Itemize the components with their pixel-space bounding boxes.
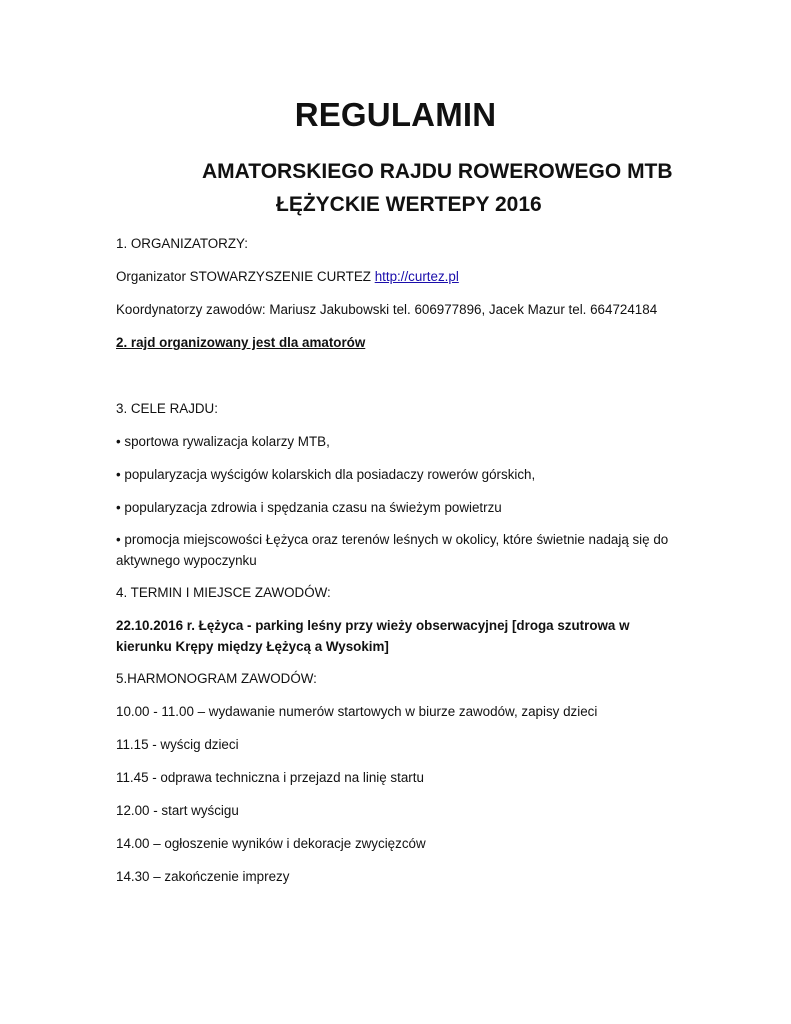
document-subtitle-line2: ŁĘŻYCKIE WERTEPY 2016 <box>276 193 542 216</box>
goal-item: • popularyzacja zdrowia i spędzania czasu na świeżym powietrzu <box>116 500 502 515</box>
document-title: REGULAMIN <box>294 96 497 133</box>
coordinators-line: Koordynatorzy zawodów: Mariusz Jakubowski tel. 606977896, Jacek Mazur tel. 664724184 <box>116 302 658 317</box>
event-date-location: 22.10.2016 r. Łężyca - parking leśny przy wieży obserwacyjnej [droga szutrowa w kierunku Krępy między Łężycą a Wysokim] <box>116 618 630 654</box>
schedule-item: 11.15 - wyścig dzieci <box>116 737 239 752</box>
goal-item: • sportowa rywalizacja kolarzy MTB, <box>116 434 330 449</box>
section2-heading: 2. rajd organizowany jest dla amatorów <box>116 335 366 350</box>
schedule-item: 14.00 – ogłoszenie wyników i dekoracje zwycięzców <box>116 836 426 851</box>
schedule-item: 10.00 - 11.00 – wydawanie numerów startowych w biurze zawodów, zapisy dzieci <box>116 704 598 719</box>
goal-item: • popularyzacja wyścigów kolarskich dla posiadaczy rowerów górskich, <box>116 467 536 482</box>
organizer-label: Organizator STOWARZYSZENIE CURTEZ <box>116 269 375 284</box>
schedule-item: 12.00 - start wyścigu <box>116 803 239 818</box>
schedule-item: 11.45 - odprawa techniczna i przejazd na linię startu <box>116 770 424 785</box>
section4-heading: 4. TERMIN I MIEJSCE ZAWODÓW: <box>116 585 331 600</box>
section5-heading: 5.HARMONOGRAM ZAWODÓW: <box>116 671 317 686</box>
organizer-line <box>116 268 459 286</box>
section1-heading: 1. ORGANIZATORZY: <box>116 236 248 251</box>
section3-heading: 3. CELE RAJDU: <box>116 401 218 416</box>
goal-item: • promocja miejscowości Łężyca oraz terenów leśnych w okolicy, które świetnie nadają się do aktywnego wypoczynku <box>116 532 669 568</box>
organizer-link[interactable]: http://curtez.pl <box>374 269 459 284</box>
document-subtitle-line1: AMATORSKIEGO RAJDU ROWEROWEGO MTB <box>202 160 673 183</box>
schedule-item: 14.30 – zakończenie imprezy <box>116 869 290 884</box>
